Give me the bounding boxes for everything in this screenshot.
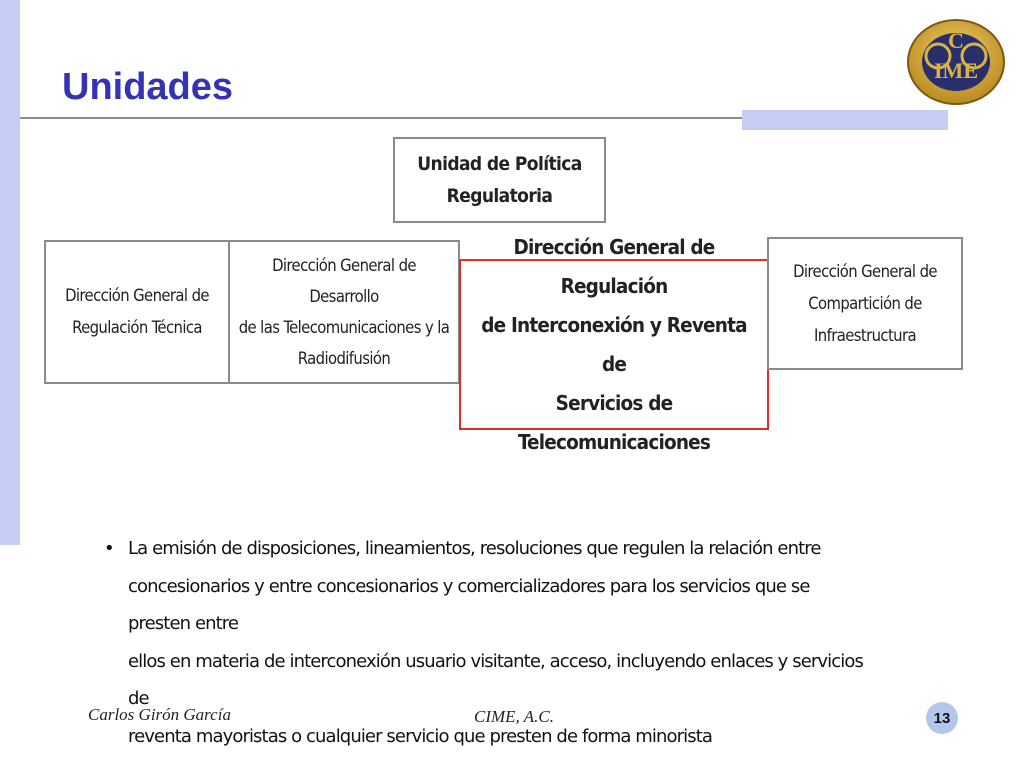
- org-box-line: Dirección General de: [793, 261, 937, 281]
- org-box-comparticion-infraestructura: [767, 237, 963, 370]
- org-box-regulacion-tecnica: [44, 240, 230, 384]
- org-box-line: Dirección General de Desarrollo: [272, 256, 416, 306]
- bullet-line: concesionarios y entre concesionarios y comercializadores para los servicios que se presten entre: [128, 575, 810, 634]
- org-box-line: Dirección General de Regulación: [513, 234, 715, 298]
- page-number-badge: 13: [926, 702, 958, 734]
- cime-logo: [904, 12, 1008, 108]
- footer-author: Carlos Girón García: [88, 705, 231, 724]
- org-box-line: Servicios de Telecomunicaciones: [517, 390, 711, 454]
- svg-text:C: C: [948, 28, 964, 53]
- org-box-politica-regulatoria: [393, 137, 606, 223]
- slide-title: Unidades: [62, 66, 234, 108]
- org-box-line: Infraestructura: [814, 325, 916, 345]
- org-box-line: Unidad de Política: [417, 153, 582, 175]
- org-box-line: Regulación Técnica: [72, 318, 202, 337]
- footer-organization: CIME, A.C.: [474, 707, 554, 726]
- org-box-line: Regulatoria: [446, 185, 553, 207]
- org-box-line: de Interconexión y Reventa de: [481, 312, 747, 376]
- org-box-line: Compartición de: [808, 293, 922, 313]
- org-box-line: de las Telecomunicaciones y la: [238, 318, 450, 337]
- svg-text:IME: IME: [934, 58, 978, 83]
- bullet-line: ellos en materia de interconexión usuario visitante, acceso, incluyendo enlaces y servicios de: [128, 650, 863, 709]
- bullet-marker: •: [104, 538, 114, 559]
- title-accent-bar: [742, 110, 948, 130]
- org-box-line: Radiodifusión: [297, 349, 391, 368]
- org-box-line: Dirección General de: [65, 286, 209, 305]
- org-box-interconexion-highlighted: [459, 234, 769, 454]
- bullet-line: La emisión de disposiciones, lineamientos, resoluciones que regulen la relación entre: [128, 538, 821, 559]
- left-accent-bar: [0, 0, 20, 545]
- bullet-line: reventa mayoristas o cualquier servicio que presten de forma minorista: [128, 725, 712, 747]
- org-box-desarrollo-telecom: [228, 240, 460, 384]
